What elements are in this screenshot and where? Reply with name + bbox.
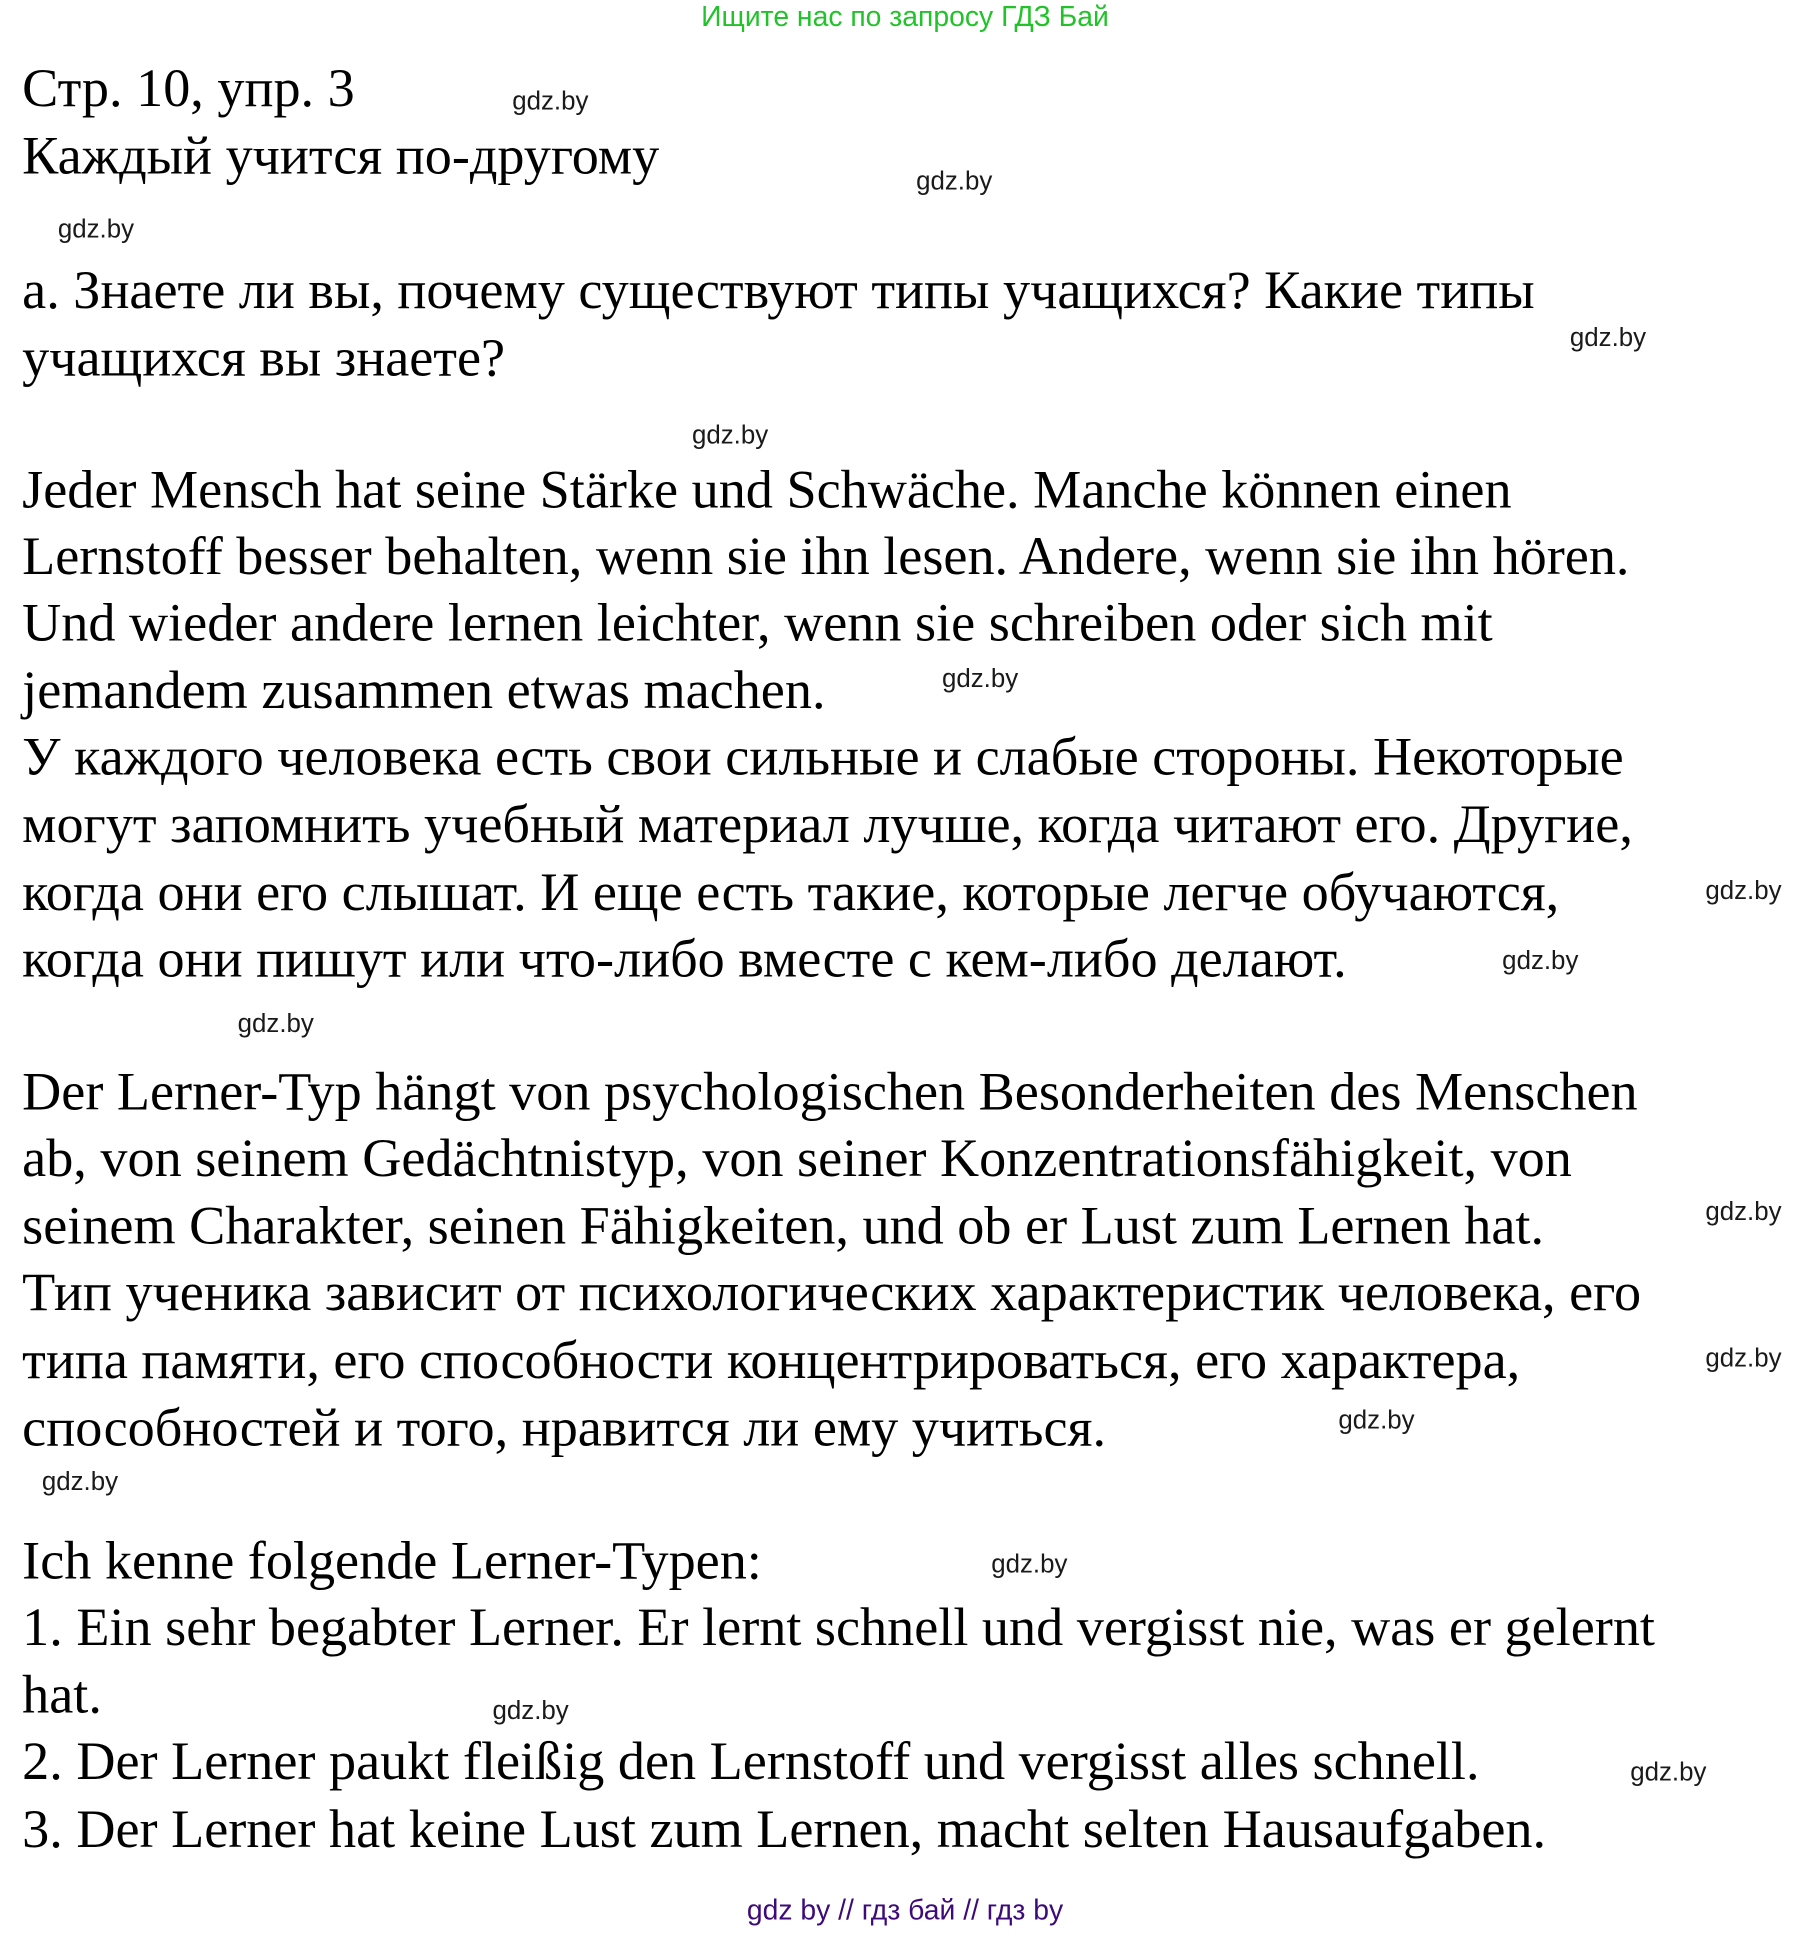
watermark: gdz.by	[941, 664, 1019, 694]
list-item: 2. Der Lerner paukt fleißig den Lernstoff und vergisst alles schnell.	[22, 1731, 1480, 1792]
list-item: 1. Ein sehr begabter Lerner. Er lernt schnell und vergisst nie, was er gelernt	[22, 1596, 1655, 1658]
watermark: gdz.by	[691, 421, 769, 450]
watermark: gdz.by	[1569, 323, 1647, 353]
list-heading: Ich kenne folgende Lerner-Typen:	[22, 1530, 762, 1591]
text-line: seinem Charakter, seinen Fähigkeiten, und ob er Lust zum Lernen hat.	[22, 1195, 1545, 1256]
watermark: gdz.by	[492, 1696, 569, 1726]
exercise-number: Стр. 10, упр. 3	[22, 57, 355, 119]
footer-links: gdz by // гдз бай // гдз by	[746, 1893, 1064, 1926]
text-line: jemandem zusammen etwas machen.	[22, 659, 826, 721]
watermark: gdz.by	[237, 1009, 314, 1038]
watermark: gdz.by	[916, 167, 993, 196]
watermark: gdz.by	[57, 215, 135, 244]
list-item: 3. Der Lerner hat keine Lust zum Lernen, macht selten Hausaufgaben.	[22, 1798, 1547, 1860]
watermark: gdz.by	[1630, 1758, 1707, 1787]
text-line: ab, von seinem Gedächtnistyp, von seiner Konzentrationsfähigkeit, von	[22, 1127, 1572, 1189]
text-line: Und wieder andere lernen leichter, wenn sie schreiben oder sich mit	[22, 592, 1493, 653]
watermark: gdz.by	[991, 1550, 1068, 1579]
question-line: а. Знаете ли вы, почему существуют типы учащихся? Какие типы	[22, 259, 1535, 321]
question-line: учащихся вы знаете?	[22, 327, 506, 388]
watermark: gdz.by	[41, 1467, 119, 1497]
translation-line: У каждого человека есть свои сильные и слабые стороны. Некоторые	[22, 726, 1624, 787]
search-banner: Ищите нас по запросу ГДЗ Бай	[701, 0, 1109, 33]
watermark: gdz.by	[1705, 1344, 1782, 1373]
translation-line: Тип ученика зависит от психологических характеристик человека, его	[22, 1262, 1642, 1323]
text-line: Jeder Mensch hat seine Stärke und Schwäche. Manche können einen	[22, 459, 1512, 520]
translation-line: когда они его слышат. И еще есть такие, которые легче обучаются,	[22, 861, 1560, 923]
translation-line: когда они пишут или что-либо вместе с кем-либо делают.	[22, 928, 1347, 989]
text-line: Lernstoff besser behalten, wenn sie ihn lesen. Andere, wenn sie ihn hören.	[22, 525, 1630, 587]
list-item: hat.	[22, 1664, 102, 1726]
watermark: gdz.by	[1502, 946, 1579, 976]
watermark: gdz.by	[1705, 876, 1782, 906]
watermark: gdz.by	[512, 87, 589, 116]
translation-line: типа памяти, его способности концентрироваться, его характера,	[22, 1329, 1521, 1391]
exercise-title: Каждый учится по-другому	[22, 125, 660, 186]
watermark: gdz.by	[1338, 1406, 1415, 1435]
watermark: gdz.by	[1705, 1198, 1782, 1227]
translation-line: могут запомнить учебный материал лучше, когда читают его. Другие,	[22, 794, 1633, 855]
text-line: Der Lerner-Typ hängt von psychologischen Besonderheiten des Menschen	[22, 1061, 1638, 1122]
translation-line: способностей и того, нравится ли ему учиться.	[22, 1397, 1107, 1458]
